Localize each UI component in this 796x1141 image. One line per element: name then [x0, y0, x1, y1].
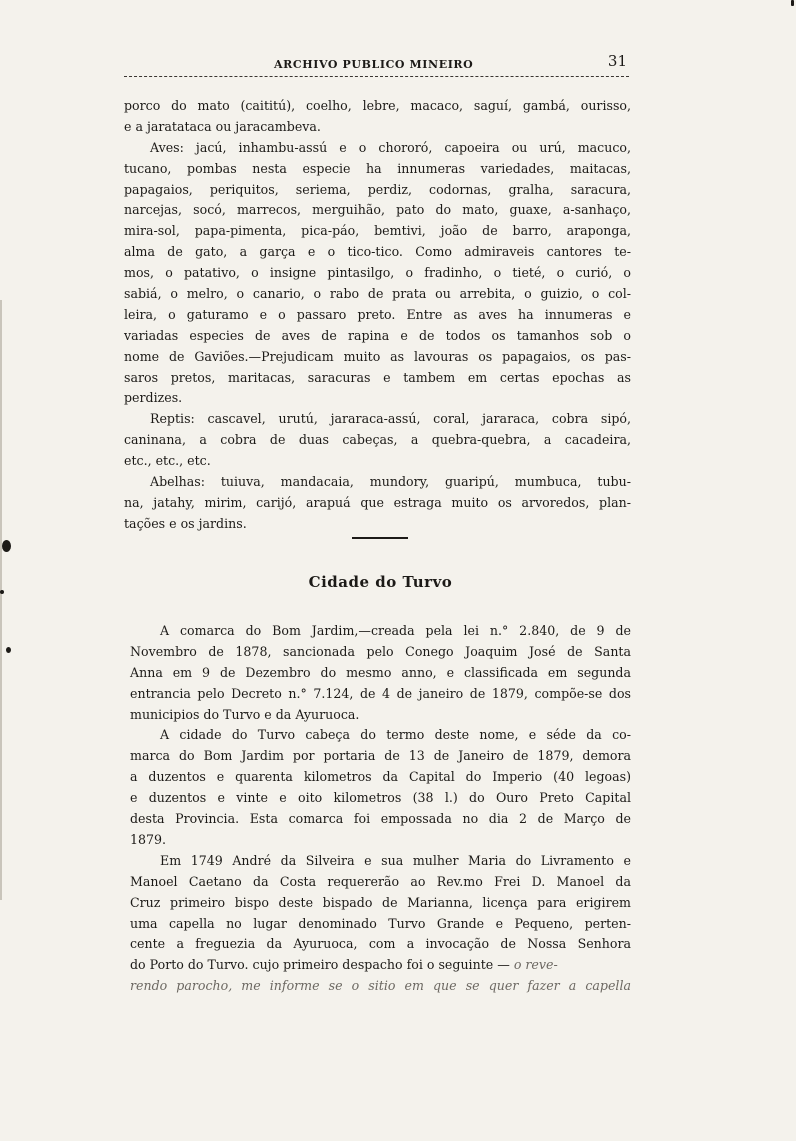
- text-line: cente a freguezia da Ayuruoca, com a invocação de Nossa Senhora: [130, 936, 631, 952]
- text-line: 1879.: [130, 831, 167, 847]
- text-line: papagaios, periquitos, seriema, perdiz, codornas, gralha, saracura,: [124, 181, 631, 197]
- text-line: perdizes.: [124, 390, 183, 406]
- text-line: entrancia pelo Decreto n.° 7.124, de 4 de janeiro de 1879, compõe-se dos: [130, 685, 631, 701]
- fauna-text-block: [124, 96, 631, 535]
- text-line: Reptis: cascavel, urutú, jararaca-assú, coral, jararaca, cobra sipó,: [150, 411, 631, 427]
- text-line: leira, o gaturamo e o passaro preto. Entre as aves ha innumeras e: [124, 306, 631, 322]
- italic-quote: o reve-: [513, 957, 558, 973]
- text-line: mira-sol, papa-pimenta, pica-páo, bemtivi, joão de barro, araponga,: [124, 223, 631, 239]
- text-line: A comarca do Bom Jardim,—creada pela lei n.° 2.840, de 9 de: [160, 623, 631, 638]
- text-line: Anna em 9 de Dezembro do mesmo anno, e classificada em segunda: [130, 664, 631, 680]
- margin-ink-mark: [0, 590, 4, 594]
- text-line: mos, o patativo, o insigne pintasilgo, o fradinho, o tieté, o curió, o: [124, 265, 631, 281]
- text-line: municipios do Turvo e da Ayuruoca.: [130, 706, 360, 722]
- text-line: e duzentos e vinte e oito kilometros (38 l.) do Ouro Preto Capital: [130, 790, 631, 806]
- text-line: tações e os jardins.: [124, 515, 247, 531]
- text-line: tucano, pombas nesta especie ha innumeras variedades, maitacas,: [124, 160, 631, 176]
- text-line: narcejas, socó, marrecos, merguihão, pato do mato, guaxe, a-sanhaço,: [124, 202, 631, 218]
- text-fragment: do Porto do Turvo. cujo primeiro despacho foi o seguinte —: [130, 957, 510, 973]
- text-line: sabiá, o melro, o canario, o rabo de prata ou arrebita, o guizio, o col-: [124, 286, 631, 302]
- text-line: a duzentos e quarenta kilometros da Capital do Imperio (40 legoas): [130, 769, 631, 785]
- text-line: desta Provincia. Esta comarca foi empossada no dia 2 de Março de: [130, 811, 631, 827]
- text-line: caninana, a cobra de duas cabeças, a quebra-quebra, a cacadeira,: [124, 432, 631, 448]
- text-line: Manoel Caetano da Costa requererão ao Rev.mo Frei D. Manoel da: [130, 873, 631, 889]
- page-number: 31: [607, 52, 627, 70]
- italic-quote-line: rendo parocho, me informe se o sitio em que se quer fazer a capella: [130, 978, 631, 994]
- page-header: [124, 52, 629, 77]
- text-line: na, jatahy, mirim, carijó, arapuá que estraga muito os arvoredos, plan-: [124, 494, 631, 510]
- text-line: marca do Bom Jardim por portaria de 13 de Janeiro de 1879, demora: [130, 748, 631, 764]
- page-edge-shadow: [0, 300, 2, 900]
- text-line: Novembro de 1878, sancionada pelo Conego Joaquim José de Santa: [130, 643, 631, 659]
- text-line: Em 1749 André da Silveira e sua mulher Maria do Livramento e: [160, 852, 631, 868]
- text-line: Aves: jacú, inhambu-assú e o chororó, capoeira ou urú, macuco,: [150, 139, 631, 155]
- text-line: Abelhas: tuiuva, mandacaia, mundory, guaripú, mumbuca, tubu-: [150, 474, 631, 490]
- text-line: alma de gato, a garça e o tico-tico. Como admiraveis cantores te-: [124, 244, 631, 260]
- text-line: A cidade do Turvo cabeça do termo deste nome, e séde da co-: [160, 727, 631, 743]
- text-line: etc., etc., etc.: [124, 453, 211, 469]
- text-line: variadas especies de aves de rapina e de todos os tamanhos sob o: [124, 327, 631, 343]
- text-line: uma capella no lugar denominado Turvo Grande e Pequeno, perten-: [130, 915, 631, 931]
- margin-ink-mark: [6, 647, 11, 653]
- section-heading: Cidade do Turvo: [308, 573, 453, 591]
- margin-ink-mark: [791, 0, 794, 6]
- text-line: saros pretos, maritacas, saracuras e tambem em certas epochas as: [124, 369, 631, 385]
- margin-ink-mark: [2, 540, 11, 552]
- text-line: [130, 955, 631, 976]
- running-head: ARCHIVO PUBLICO MINEIRO: [274, 58, 474, 71]
- text-line: nome de Gaviões.—Prejudicam muito as lavouras os papagaios, os pas-: [124, 348, 631, 364]
- text-line: e a jaratataca ou jaracambeva.: [124, 118, 321, 134]
- text-line: porco do mato (caititú), coelho, lebre, macaco, saguí, gambá, ourisso,: [124, 98, 631, 113]
- turvo-text-block: [130, 621, 631, 997]
- text-line: Cruz primeiro bispo deste bispado de Marianna, licença para erigirem: [130, 894, 631, 910]
- section-divider: [352, 537, 408, 539]
